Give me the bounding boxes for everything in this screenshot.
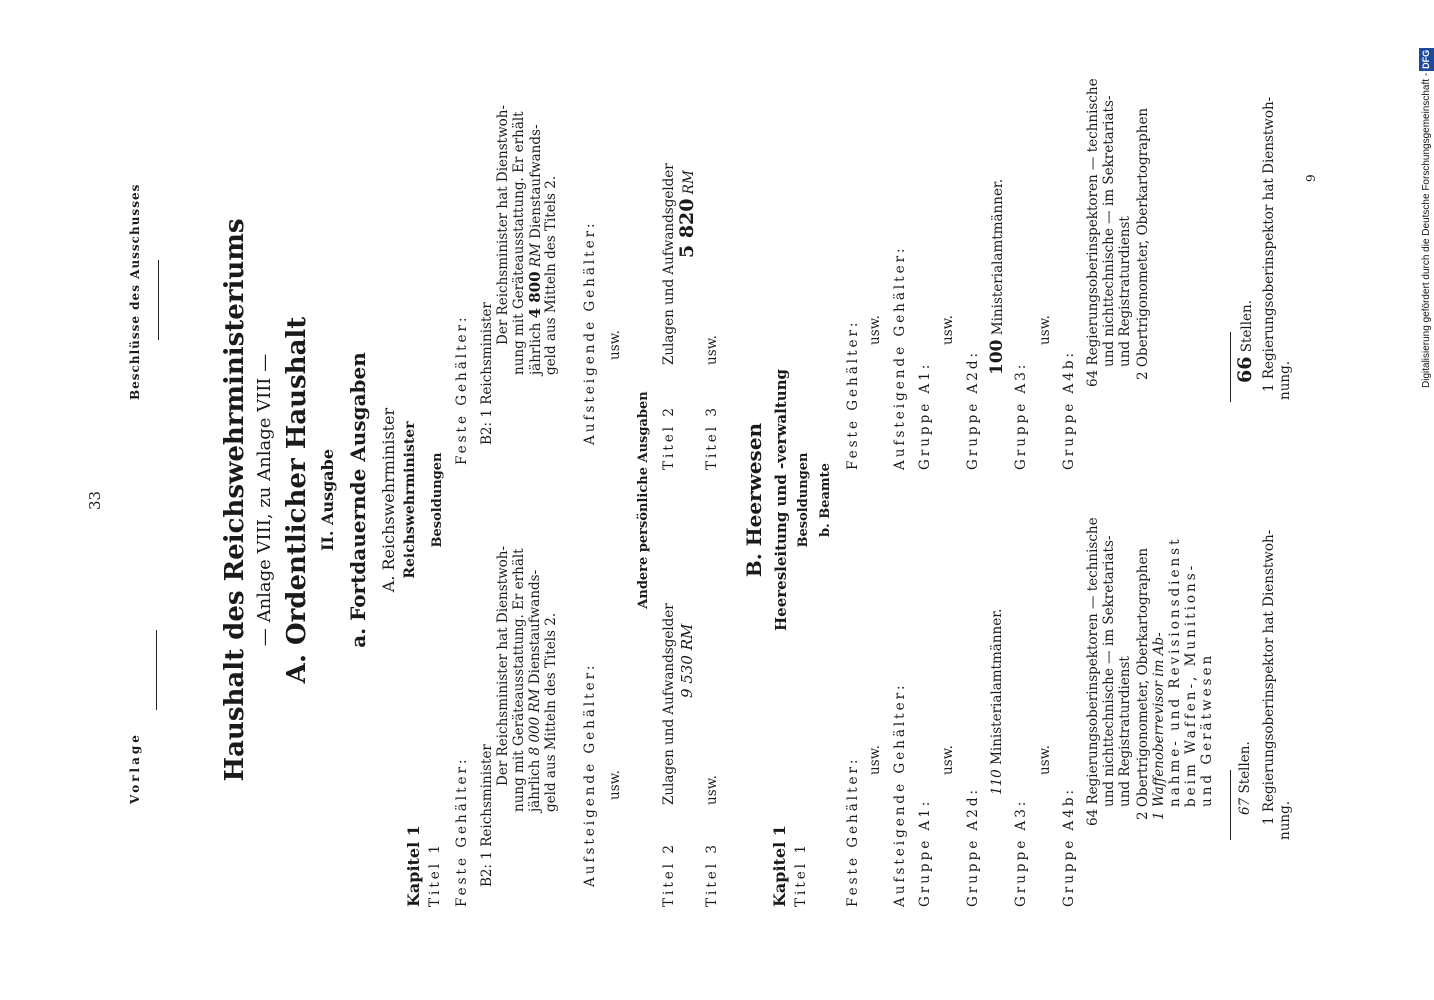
right-titel-2-unit: RM: [681, 170, 697, 195]
right-r64-c: und Registraturdienst: [1117, 216, 1133, 367]
left-r1-c: beim Waffen-, Munitions-: [1183, 562, 1199, 807]
right-b2-amount: 4 800: [526, 271, 544, 319]
right-usw-2: usw.: [867, 315, 883, 345]
right-titel-2-text: Zulagen und Aufwandsgelder: [661, 163, 677, 365]
dfg-credit: [1419, 48, 1434, 388]
left-usw-3: usw.: [940, 745, 956, 775]
left-total: [1238, 741, 1253, 815]
left-kapitel-1b: Kapitel 1: [770, 825, 789, 907]
left-titel-3-text: usw.: [704, 775, 720, 805]
right-b2-unit: RM: [528, 243, 544, 268]
right-b2-l2: nung mit Geräteausstattung. Er erhält: [511, 111, 527, 375]
left-r1-a: 1 Waffenoberrevisor im Ab-: [1151, 632, 1167, 820]
left-aufsteigende-2: Aufsteigende Gehälter:: [892, 682, 908, 907]
left-b2-l3-pre: jährlich: [527, 759, 543, 812]
right-titel-3: Titel 3: [704, 405, 720, 470]
right-usw: usw.: [607, 330, 623, 360]
right-gruppe-a4b: Gruppe A4b:: [1061, 349, 1077, 470]
right-total: [1234, 299, 1256, 383]
right-b2: B2: 1 Reichsminister: [479, 302, 495, 445]
left-titel-1: Titel 1: [427, 842, 443, 907]
section-beamte: b. Beamte: [818, 463, 833, 537]
right-b2-l4: geld aus Mitteln des Titels 2.: [543, 175, 559, 375]
left-titel-2-text: Zulagen und Aufwandsgelder: [661, 603, 677, 805]
left-gruppe-a4b: Gruppe A4b:: [1061, 786, 1077, 907]
left-r2: 2 Obertrigonometer, Oberkartographen: [1135, 547, 1151, 820]
left-r64-a: 64 Regierungsoberinspektoren — technische: [1085, 517, 1101, 826]
left-r1-d: und Gerätwesen: [1199, 652, 1215, 807]
section-besoldungen-2: Besoldungen: [796, 452, 811, 548]
right-titel-3-text: usw.: [704, 335, 720, 365]
left-aufsteigende: Aufsteigende Gehälter:: [582, 662, 598, 887]
left-usw-4: usw.: [1037, 745, 1053, 775]
right-b2-l3-post: Dienstaufwands-: [528, 124, 544, 239]
left-usw: usw.: [607, 770, 623, 800]
right-last-b: nung.: [1277, 360, 1293, 400]
section-a-title: A. Ordentlicher Haushalt: [282, 316, 312, 684]
right-r64-b: und nichttechnische — im Sekretariats-: [1101, 95, 1117, 367]
right-feste: Feste Gehälter:: [454, 314, 470, 465]
right-feste-2: Feste Gehälter:: [845, 319, 861, 470]
section-fortdauernde: a. Fortdauernde Ausgaben: [346, 352, 370, 648]
right-last-a: 1 Regierungsoberinspektor hat Dienstwoh-: [1261, 96, 1277, 392]
left-b2-l3: [528, 570, 543, 812]
section-andere: Andere persönliche Ausgaben: [636, 391, 651, 609]
main-title: Haushalt des Reichswehrministeriums: [220, 218, 250, 782]
right-r64-a: 64 Regierungsoberinspektoren — technische: [1085, 78, 1101, 387]
right-total-rule: [1230, 332, 1231, 402]
left-ministerial: [990, 609, 1005, 795]
left-titel-1b: Titel 1: [793, 842, 809, 907]
header-vorlage: Vorlage: [128, 732, 142, 804]
right-ministerial-text: Ministerialamtmänner.: [990, 178, 1006, 336]
left-titel-3: Titel 3: [704, 842, 720, 907]
left-total-text: Stellen.: [1237, 741, 1253, 794]
right-total-count: 66: [1234, 356, 1256, 383]
section-besoldungen: Besoldungen: [430, 452, 445, 548]
left-gruppe-a1: Gruppe A1:: [917, 798, 933, 907]
left-last-b: nung.: [1277, 800, 1293, 840]
left-b2-l4: geld aus Mitteln des Titels 2.: [543, 612, 559, 812]
page-number: 33: [86, 490, 104, 510]
right-gruppe-a2d: Gruppe A2d:: [965, 349, 981, 470]
left-b2-amount: 8 000 RM: [527, 688, 543, 756]
left-b2: B2: 1 Reichsminister: [479, 744, 495, 887]
right-ministerial: [987, 178, 1007, 375]
left-feste: Feste Gehälter:: [454, 756, 470, 907]
right-ministerial-count: 100: [987, 339, 1007, 375]
right-b2-l3-pre: jährlich: [528, 322, 544, 375]
right-titel-2-amount: [676, 170, 698, 258]
section-heeresleitung: Heeresleitung und -verwaltung: [772, 369, 790, 632]
right-b2-l1: Der Reichsminister hat Dienstwoh-: [495, 104, 511, 345]
footer-mark: 9: [1304, 174, 1318, 182]
right-titel-2-amount-value: 5 820: [676, 198, 698, 258]
left-b2-l3-post: Dienstaufwands-: [527, 569, 543, 685]
section-reichswehrminister-a: A. Reichswehrminister: [379, 407, 398, 593]
right-gruppe-a1: Gruppe A1:: [917, 361, 933, 470]
right-b2-l3: [528, 124, 544, 375]
right-r2: 2 Obertrigonometer, Oberkartographen: [1135, 107, 1151, 380]
left-titel-2-amount: 9 530 RM: [678, 623, 696, 698]
left-total-rule: [1230, 770, 1231, 840]
left-r1-b: nahme- und Revisionsdienst: [1167, 536, 1183, 807]
left-r64-b: und nichttechnische — im Sekretariats-: [1101, 535, 1117, 807]
right-usw-3: usw.: [940, 315, 956, 345]
left-b2-l2: nung mit Geräteausstattung. Er erhält: [511, 548, 527, 812]
section-ausgabe: II. Ausgabe: [318, 448, 337, 552]
header-rule-left: [156, 630, 157, 710]
header-rule-right: [158, 260, 159, 340]
left-b2-l1: Der Reichsminister hat Dienstwoh-: [495, 545, 511, 786]
section-reichswehrminister: Reichswehrminister: [402, 421, 418, 579]
right-total-text: Stellen.: [1239, 299, 1255, 353]
left-kapitel-1: Kapitel 1: [404, 825, 423, 907]
right-gruppe-a3: Gruppe A3:: [1013, 361, 1029, 470]
dfg-logo: DFG: [1419, 48, 1434, 71]
dfg-credit-text: Digitalisierung gefördert durch die Deutsche Forschungsgemeinschaft -: [1421, 72, 1432, 388]
section-heerwesen: B. Heerwesen: [742, 422, 766, 578]
left-feste-2: Feste Gehälter:: [845, 756, 861, 907]
left-usw-2: usw.: [867, 745, 883, 775]
header-beschluesse: Beschlüsse des Ausschusses: [128, 183, 142, 400]
left-last-a: 1 Regierungsoberinspektor hat Dienstwoh-: [1261, 529, 1277, 825]
left-gruppe-a2d: Gruppe A2d:: [965, 786, 981, 907]
right-aufsteigende: Aufsteigende Gehälter:: [582, 220, 598, 445]
right-titel-2: Titel 2: [661, 405, 677, 470]
left-ministerial-text: Ministerialamtmänner.: [989, 608, 1005, 765]
subtitle: — Anlage VIII, zu Anlage VIII —: [254, 353, 275, 647]
left-gruppe-a3: Gruppe A3:: [1013, 798, 1029, 907]
left-total-count: 67: [1237, 797, 1253, 815]
left-titel-2: Titel 2: [661, 842, 677, 907]
right-aufsteigende-2: Aufsteigende Gehälter:: [892, 245, 908, 470]
right-usw-4: usw.: [1037, 315, 1053, 345]
left-ministerial-count: 110: [989, 769, 1005, 795]
left-r64-c: und Registraturdienst: [1117, 656, 1133, 807]
